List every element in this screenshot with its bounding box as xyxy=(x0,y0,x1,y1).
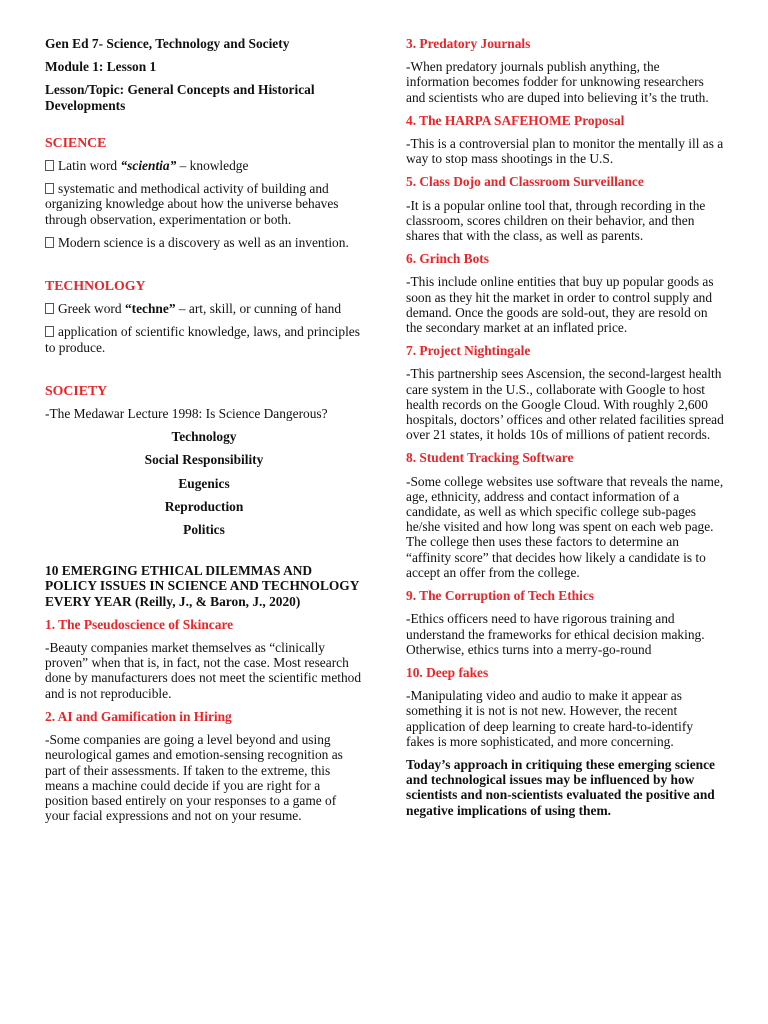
science-bullet-2: systematic and methodical activity of building and organizing knowledge about how the universe behaves through observation, experimentation or both. xyxy=(45,181,339,227)
medawar-lecture: -The Medawar Lecture 1998: Is Science Dangerous? xyxy=(45,406,328,422)
item-3-title: 3. Predatory Journals xyxy=(406,36,531,51)
course-title: Gen Ed 7- Science, Technology and Society xyxy=(45,36,290,51)
checkbox-bullet-icon xyxy=(45,326,54,337)
technology-bullet-2: application of scientific knowledge, laws, and principles to produce. xyxy=(45,324,360,355)
item-6-text: -This include online entities that buy up popular goods as soon as they hit the market in order to control supply and demand. Once the goods are sold-out, they are resold on the secondary market at an inflated price. xyxy=(406,274,714,336)
item-2-text: -Some companies are going a level beyond and using neurological games and emotion-sensing recognition as part of their assessments. If taken to the extreme, this means a machine could decide if you are right for a position based entirely on your responses to a game of your facial expressions and not on your resume. xyxy=(45,732,343,824)
right-column xyxy=(406,36,724,826)
science-bullet-3: Modern science is a discovery as well as an invention. xyxy=(45,235,363,250)
checkbox-bullet-icon xyxy=(45,183,54,194)
checkbox-bullet-icon xyxy=(45,160,54,171)
item-10-title: 10. Deep fakes xyxy=(406,664,489,680)
item-5-title: 5. Class Dojo and Classroom Surveillance xyxy=(406,174,644,190)
item-9-text: -Ethics officers need to have rigorous training and understand the frameworks for ethical decision making. Otherwise, ethics turns into a merry-go-round xyxy=(406,611,705,657)
left-column xyxy=(45,36,363,831)
lesson-topic: Lesson/Topic: General Concepts and Historical Developments xyxy=(45,82,315,113)
item-1-title: 1. The Pseudoscience of Skincare xyxy=(45,616,234,632)
item-3-text: -When predatory journals publish anything, the information becomes fodder for unknowing researchers and scientists who are duped into believing it’s the truth. xyxy=(406,59,709,105)
item-4-text: -This is a controversial plan to monitor the mentally ill as a way to stop mass shootings in the U.S. xyxy=(406,136,724,167)
society-item-reproduction: Reproduction xyxy=(164,498,244,514)
conclusion: Today’s approach in critiquing these emerging science and technological issues may be influenced by how scientists and non-scientists evaluated the positive and negative implications of using them. xyxy=(406,756,715,818)
checkbox-bullet-icon xyxy=(45,303,54,314)
technology-heading: TECHNOLOGY xyxy=(45,278,146,294)
item-8-text: -Some college websites use software that reveals the name, age, ethnicity, address and contact information of a candidate, as well as which specific college sub-pages he/she visited and how long was spent on each web page. The college then uses these factors to determine an “affinity score” that decides how likely a candidate is to accept an offer from the college. xyxy=(406,473,724,580)
module-title: Module 1: Lesson 1 xyxy=(45,59,157,75)
item-10-text: -Manipulating video and audio to make it appear as something it is not is not new. However, the recent application of deep learning to create hard-to-identify fakes is more sophisticated, and more concerning. xyxy=(406,688,694,749)
society-item-technology: Technology xyxy=(171,429,237,445)
checkbox-bullet-icon xyxy=(45,237,54,248)
society-item-politics: Politics xyxy=(183,522,225,538)
technology-bullet-1: Greek word “techne” – art, skill, or cunning of hand xyxy=(45,301,363,316)
society-item-eugenics: Eugenics xyxy=(178,475,230,491)
item-6-title: 6. Grinch Bots xyxy=(406,251,489,267)
society-heading: SOCIETY xyxy=(45,382,108,398)
item-7-title: 7. Project Nightingale xyxy=(406,343,531,359)
item-4-title: 4. The HARPA SAFEHOME Proposal xyxy=(406,112,625,128)
item-2-title: 2. AI and Gamification in Hiring xyxy=(45,708,232,724)
item-8-title: 8. Student Tracking Software xyxy=(406,450,574,466)
item-5-text: -It is a popular online tool that, through recording in the classroom, scores children on their behavior, and then shares that with the class, as well as parents. xyxy=(406,197,706,244)
society-item-social-responsibility: Social Responsibility xyxy=(144,452,264,468)
science-heading: SCIENCE xyxy=(45,134,107,150)
item-7-text: -This partnership sees Ascension, the second-largest health care system in the U.S., collaborate with Google to host health records on the Google Cloud. With roughly 2,600 hospitals, doctors’ offices and other related facilities spread over 21 states, it holds 10s of millions of patient records. xyxy=(406,366,724,443)
dilemmas-heading: 10 EMERGING ETHICAL DILEMMAS AND POLICY ISSUES IN SCIENCE AND TECHNOLOGY EVERY YEAR (Reilly, J., & Baron, J., 2020) xyxy=(45,563,359,609)
science-bullet-1: Latin word “scientia” – knowledge xyxy=(45,158,363,173)
item-1-text: -Beauty companies market themselves as “clinically proven” when that is, in fact, not the case. Most research done by manufacturers does not meet the scientific method and is not reproducible. xyxy=(45,640,362,701)
item-9-title: 9. The Corruption of Tech Ethics xyxy=(406,588,594,604)
